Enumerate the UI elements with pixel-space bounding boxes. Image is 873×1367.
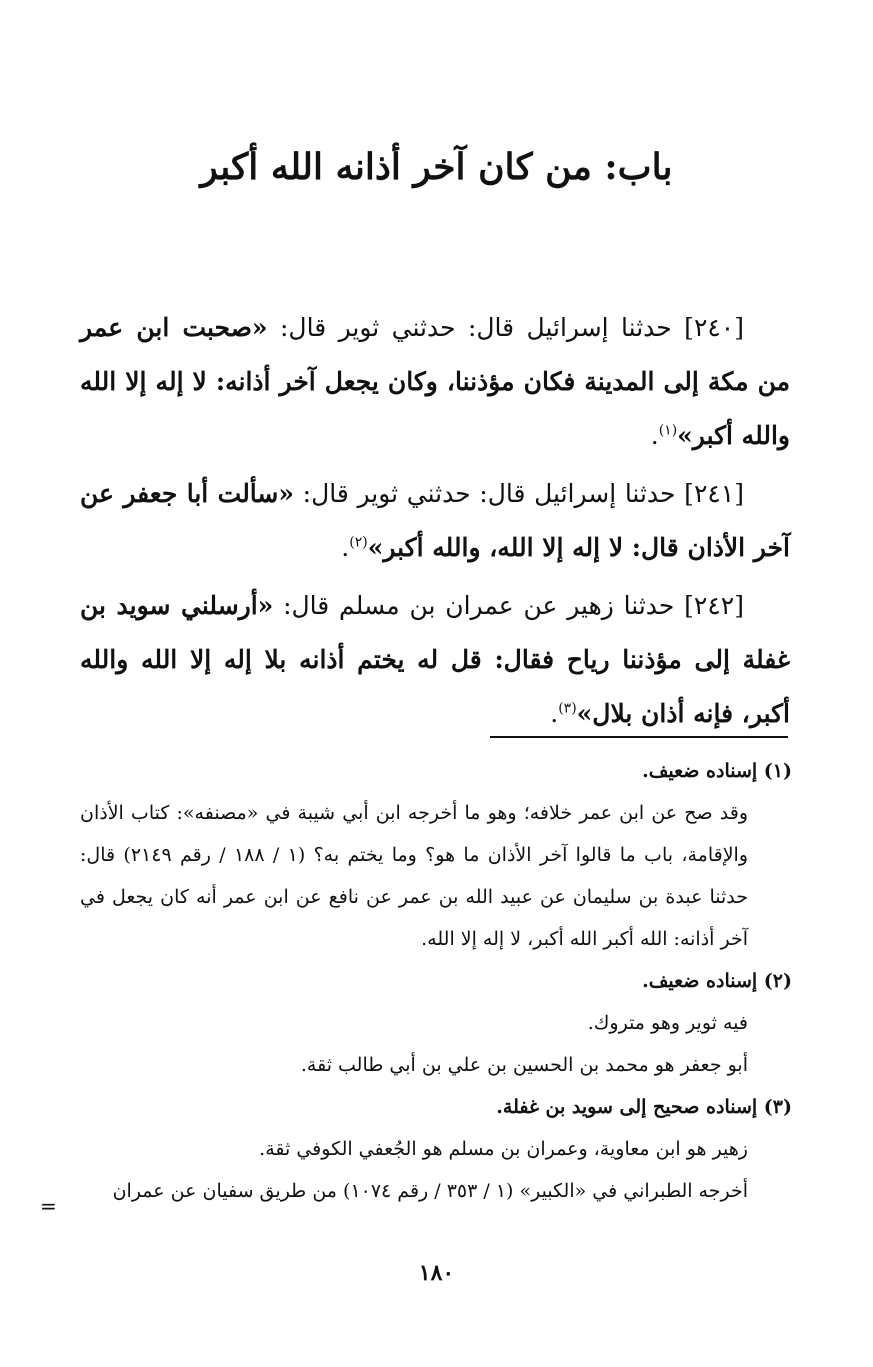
page-number: ١٨٠ [418, 1260, 455, 1286]
hadith-matn: «أرسلني سويد بن غفلة إلى مؤذننا رياح فقال: قل له يختم أذانه بلا إله إلا الله والله أكبر، فإنه أذان بلال» [80, 591, 790, 728]
footnote-3-heading: (٣) إسناده صحيح إلى سويد بن غفلة. [496, 1096, 792, 1118]
footnote-reference: (٣) [558, 700, 577, 717]
hadith-number: [٢٤٢] [684, 591, 744, 620]
hadith-number: [٢٤١] [684, 479, 744, 508]
footnote-reference: (١) [658, 422, 678, 439]
hadith-number: [٢٤٠] [684, 313, 744, 342]
hadith-isnad: حدثنا زهير عن عمران بن مسلم قال: [273, 591, 685, 620]
hadith-matn: «صحبت ابن عمر من مكة إلى المدينة فكان مؤذننا، وكان يجعل آخر أذانه: لا إله إلا الله والله أكبر» [80, 313, 790, 450]
continuation-mark: = [40, 1194, 57, 1218]
footnote-reference: (٢) [349, 534, 368, 551]
hadith-242: [٢٤٢] حدثنا زهير عن عمران بن مسلم قال: «أرسلني سويد بن غفلة إلى مؤذننا رياح فقال: قل له يختم أذانه بلا إله إلا الله والله أكبر، فإنه أذان بلال»$^{(٣)}$. [80, 591, 790, 728]
footnotes [80, 750, 792, 1212]
hadith-isnad: حدثنا إسرائيل قال: حدثني ثوير قال: [267, 313, 685, 342]
footnote-2-heading: (٢) إسناده ضعيف. [642, 970, 792, 992]
footnote-2-line: فيه ثوير وهو متروك. [587, 1012, 748, 1034]
hadith-240: [٢٤٠] حدثنا إسرائيل قال: حدثني ثوير قال: «صحبت ابن عمر من مكة إلى المدينة فكان مؤذننا، وكان يجعل آخر أذانه: لا إله إلا الله والله أكبر»$^{(١)}$. [80, 313, 790, 450]
footnote-2-line: أبو جعفر هو محمد بن الحسين بن علي بن أبي طالب ثقة. [300, 1054, 748, 1076]
hadith-matn: «سألت أبا جعفر عن آخر الأذان قال: لا إله إلا الله، والله أكبر» [80, 479, 790, 562]
hadith-241: [٢٤١] حدثنا إسرائيل قال: حدثني ثوير قال: «سألت أبا جعفر عن آخر الأذان قال: لا إله إلا الله، والله أكبر»$^{(٢)}$. [80, 479, 790, 562]
footnote-3-line: زهير هو ابن معاوية، وعمران بن مسلم هو الجُعفي الكوفي ثقة. [259, 1138, 748, 1160]
chapter-title: باب: من كان آخر أذانه الله أكبر [200, 146, 673, 189]
footnote-separator [490, 736, 788, 738]
footnote-3-line: أخرجه الطبراني في «الكبير» (١ / ٣٥٣ / رقم ١٠٧٤) من طريق سفيان عن عمران [112, 1180, 748, 1202]
footnote-1-heading: (١) إسناده ضعيف. [642, 760, 792, 782]
hadith-isnad: حدثنا إسرائيل قال: حدثني ثوير قال: [294, 479, 685, 508]
footnote-1-body: وقد صح عن ابن عمر خلافه؛ وهو ما أخرجه ابن أبي شيبة في «مصنفه»: كتاب الأذان والإقامة، باب ما قالوا آخر الأذان ما هو؟ وما يختم به؟ (١ / ١٨٨ / رقم ٢١٤٩) قال: حدثنا عبدة بن سليمان عن عبيد الله بن عمر عن نافع عن ابن عمر أنه كان يجعل في آخر أذانه: الله أكبر الله أكبر، لا إله إلا الله. [80, 802, 749, 950]
